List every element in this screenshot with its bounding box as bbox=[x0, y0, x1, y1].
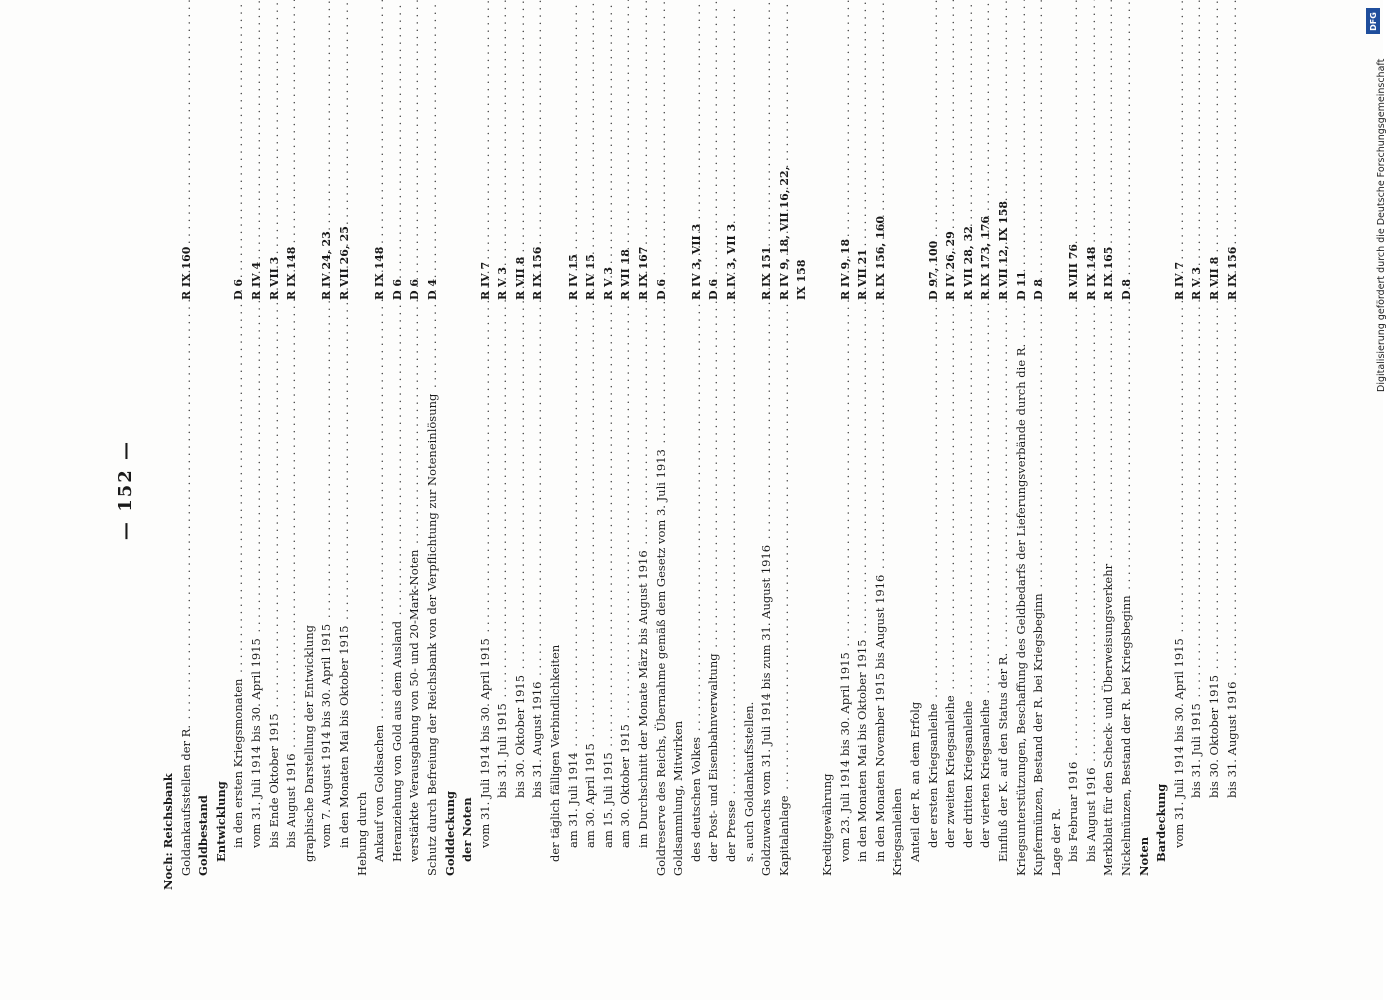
index-entry-label: des deutschen Volkes . . . bbox=[688, 282, 706, 890]
index-entry-label: verstärkte Verausgabung von 50- und 20-Mark-Noten . . . bbox=[406, 282, 424, 890]
index-entry-reference: D 11 bbox=[1014, 271, 1028, 300]
index-entry-label: Goldbestand bbox=[196, 795, 211, 876]
index-entry-label: graphische Darstellung der Entwicklung bbox=[301, 625, 316, 862]
index-entry-reference: R IX 151 bbox=[760, 246, 774, 300]
index-entry-label: bis 31. August 1916 . . . bbox=[529, 218, 547, 890]
index-entry-reference: R IX 165 bbox=[1102, 246, 1116, 300]
index-entry bbox=[995, 90, 1013, 890]
index-entry-reference: R VII 12, IX 158 bbox=[996, 200, 1010, 300]
index-entry-label: bis 31. Juli 1915 . . . bbox=[1188, 218, 1206, 890]
index-entry-label: Kupfermünzen, Bestand der R. bei Kriegsbeginn . . . bbox=[1030, 296, 1048, 890]
rotated-index-page bbox=[115, 90, 1250, 890]
index-entry-label: bis 30. Oktober 1915 . . . bbox=[512, 218, 530, 890]
index-entry bbox=[1065, 90, 1083, 890]
index-entry bbox=[406, 90, 424, 890]
index-entry bbox=[600, 90, 618, 890]
index-entry bbox=[459, 90, 477, 890]
index-entry bbox=[195, 90, 213, 890]
index-entry bbox=[793, 90, 811, 890]
index-entry bbox=[1136, 90, 1154, 890]
index-entry-label: vom 31. Juli 1914 bis 30. April 1915 . . . bbox=[1171, 268, 1189, 890]
index-entry bbox=[230, 90, 248, 890]
index-entry-reference: R IX 148 bbox=[285, 246, 299, 300]
index-entry bbox=[266, 90, 284, 890]
index-entry-label: s. auch Goldankaufsstellen. bbox=[741, 701, 756, 862]
index-entry-label: der täglich fälligen Verbindlichkeiten bbox=[548, 644, 563, 862]
index-entry-reference: R IX 148 bbox=[373, 246, 387, 300]
dfg-logo: DFG bbox=[1366, 8, 1380, 34]
index-entry-label: Noch: Reichsbank bbox=[161, 773, 175, 890]
index-entry-label: der Noten bbox=[460, 797, 475, 862]
index-entry-label: bis 30. Oktober 1915 . . . bbox=[1206, 218, 1224, 890]
index-entry bbox=[854, 90, 872, 890]
index-entry-label: Kreditgewährung bbox=[819, 773, 834, 876]
index-entry-label: Kriegsanleihen bbox=[890, 788, 905, 876]
index-entry bbox=[723, 90, 741, 890]
index-entry-label: in den Monaten November 1915 bis August 1916 . . . bbox=[872, 282, 890, 890]
index-entry bbox=[1083, 90, 1101, 890]
index-entry bbox=[653, 90, 671, 890]
index-entry bbox=[389, 90, 407, 890]
index-entry-label: bis August 1916 . . . bbox=[1083, 282, 1101, 890]
index-entry bbox=[977, 90, 995, 890]
index-entry-reference: R IX 167 bbox=[637, 246, 651, 300]
index-entry-label: Goldzuwachs vom 31. Juli 1914 bis zum 31. August 1916 . . . bbox=[758, 296, 776, 890]
index-entry-reference: R VII 18 bbox=[619, 249, 633, 300]
index-entry-label: in den Monaten Mai bis Oktober 1915 . . . bbox=[336, 268, 354, 890]
dfg-funding-notice: Digitalisierung gefördert durch die Deutsche Forschungsgemeinschaft bbox=[1376, 58, 1387, 392]
index-entry-reference: R VII 3 bbox=[267, 256, 281, 300]
index-entry-label: Schutz durch Befreiung der Reichsbank von der Verpflichtung zur Noteneinlösung . . . bbox=[424, 296, 442, 890]
index-entry-label: vom 7. August 1914 bis 30. April 1915 . . . bbox=[318, 268, 336, 890]
index-entry-label: der vierten Kriegsanleihe . . . bbox=[977, 268, 995, 890]
index-entry-label: Ankauf von Goldsachen . . . bbox=[371, 282, 389, 890]
index-entry-reference: D 6 bbox=[707, 278, 721, 300]
index-entry bbox=[301, 90, 319, 890]
index-entry bbox=[819, 90, 837, 890]
index-entry bbox=[1100, 90, 1118, 890]
index-entry-reference: D 6 bbox=[232, 278, 246, 300]
index-entry-label: bis 31. Juli 1915 . . . bbox=[494, 218, 512, 890]
index-entry bbox=[1224, 90, 1242, 890]
index-entry-label: bis Februar 1916 . . . bbox=[1065, 282, 1083, 890]
index-entry bbox=[547, 90, 565, 890]
index-entry-label: Golddeckung bbox=[442, 791, 457, 876]
index-entry bbox=[1206, 90, 1224, 890]
index-entry bbox=[1171, 90, 1189, 890]
index-entry-label: bis Ende Oktober 1915 . . . bbox=[266, 268, 284, 890]
index-entry-reference: D 97, 100 bbox=[926, 240, 940, 300]
index-entry bbox=[494, 90, 512, 890]
index-entry bbox=[336, 90, 354, 890]
index-entry-reference: R IV 26, 29 bbox=[944, 231, 958, 300]
index-entry-label: Anteil der R. an dem Erfolg bbox=[907, 701, 922, 862]
index-entry-reference: R IV 9, 18 bbox=[838, 238, 852, 300]
index-entry-reference: D 6 bbox=[654, 278, 668, 300]
index-entry-label: Kriegsunterstützungen, Beschaffung des Geldbedarfs der Lieferungsverbände durch die R. . . . bbox=[1013, 296, 1031, 890]
index-entry-reference: R IX 156, 160 bbox=[873, 215, 887, 300]
index-entry-label: Nickelmünzen, Bestand der R. bei Kriegsbeginn . . . bbox=[1118, 296, 1136, 890]
index-entry bbox=[705, 90, 723, 890]
index-entry-label: Einfluß der K. auf den Status der R. . . . bbox=[995, 282, 1013, 890]
index-entry bbox=[512, 90, 530, 890]
index-entry bbox=[741, 90, 759, 890]
index-entry-reference: R VIII 76 bbox=[1067, 243, 1081, 300]
index-entry-reference: R VII 21 bbox=[856, 249, 870, 300]
index-entry-reference: D 8 bbox=[1032, 278, 1046, 300]
index-entry-reference: R VII 26, 25 bbox=[337, 226, 351, 300]
index-entry-reference: D 4 bbox=[425, 278, 439, 300]
index-entry-reference: R IV 3, VII 3 bbox=[725, 223, 738, 300]
index-entry-label: Bardeckung bbox=[1154, 783, 1169, 862]
index-entry bbox=[960, 90, 978, 890]
index-entry bbox=[1013, 90, 1031, 890]
index-entry bbox=[635, 90, 653, 890]
index-entry bbox=[1153, 90, 1171, 890]
index-entry-label: bis August 1916 . . . bbox=[283, 268, 301, 890]
index-entry bbox=[565, 90, 583, 890]
index-entry-reference: D 8 bbox=[1120, 278, 1134, 300]
index-entry bbox=[1188, 90, 1206, 890]
index-entry bbox=[318, 90, 336, 890]
index-entry bbox=[178, 90, 196, 890]
index-entry bbox=[371, 90, 389, 890]
index-entry-label: am 30. April 1915 . . . bbox=[582, 268, 600, 890]
index-entry-reference: R V 3 bbox=[1190, 267, 1204, 300]
index-entry-reference: R IX 160 bbox=[179, 246, 193, 300]
index-entry-reference: R V 3 bbox=[601, 267, 615, 300]
index-entry bbox=[670, 90, 688, 890]
index-entry-reference: R IV 15 bbox=[584, 254, 598, 300]
index-entry bbox=[248, 90, 266, 890]
index-entries bbox=[160, 90, 1241, 890]
page-number: — 152 — bbox=[115, 439, 136, 541]
index-entry bbox=[582, 90, 600, 890]
index-entry bbox=[477, 90, 495, 890]
index-entry bbox=[837, 90, 855, 890]
index-entry-label: bis 31. August 1916 . . . bbox=[1224, 218, 1242, 890]
index-entry bbox=[942, 90, 960, 890]
index-entry-reference: R IV 15 bbox=[566, 254, 580, 300]
index-entry-reference: R IX 156 bbox=[531, 246, 545, 300]
index-entry bbox=[442, 90, 460, 890]
index-entry-label: Entwicklung bbox=[213, 781, 228, 862]
index-entry-label: in den ersten Kriegsmonaten . . . bbox=[230, 268, 248, 890]
index-entry-label: Merkblatt für den Scheck- und Überweisungsverkehr . . . bbox=[1100, 296, 1118, 890]
index-entry bbox=[213, 90, 231, 890]
index-entry-label: der dritten Kriegsanleihe . . . bbox=[960, 268, 978, 890]
index-entry bbox=[776, 90, 794, 890]
index-entry-label: vom 31. Juli 1914 bis 30. April 1915 . . . bbox=[248, 268, 266, 890]
index-entry-label: Noten bbox=[1136, 836, 1151, 876]
index-entry-label: im Durchschnitt der Monate März bis August 1916 . . . bbox=[635, 268, 653, 890]
index-entry-reference: R IV 4 bbox=[249, 261, 263, 300]
index-entry-label: Lage der R. bbox=[1048, 808, 1063, 876]
index-entry-label: der ersten Kriegsanleihe . . . bbox=[925, 268, 943, 890]
index-entry bbox=[160, 90, 178, 890]
index-entry bbox=[758, 90, 776, 890]
index-entry-label: am 15. Juli 1915 . . . bbox=[600, 268, 618, 890]
index-entry bbox=[1118, 90, 1136, 890]
index-entry-label: vom 31. Juli 1914 bis 30. April 1915 . . . bbox=[477, 268, 495, 890]
index-entry-label: am 30. Oktober 1915 . . . bbox=[617, 268, 635, 890]
index-entry-reference: R IV 9, 18, VII 16, 22, bbox=[777, 166, 791, 300]
index-entry-reference: R VII 28, 32 bbox=[961, 226, 975, 300]
index-entry bbox=[1030, 90, 1048, 890]
index-entry-label: in den Monaten Mai bis Oktober 1915 . . . bbox=[854, 282, 872, 890]
index-entry-label: der Presse . . . bbox=[723, 282, 741, 890]
index-entry bbox=[617, 90, 635, 890]
index-entry bbox=[688, 90, 706, 890]
index-entry bbox=[283, 90, 301, 890]
index-entry-reference: IX 158 bbox=[795, 259, 809, 300]
index-entry-label: Kapitalanlage . . . bbox=[776, 296, 794, 890]
index-entry bbox=[354, 90, 372, 890]
index-entry-reference: D 6 bbox=[408, 278, 422, 300]
index-entry-reference: R IV 3, VII 3 bbox=[689, 223, 703, 300]
index-entry bbox=[424, 90, 442, 890]
index-entry-label: der Post- und Eisenbahnverwaltung . . . bbox=[705, 282, 723, 890]
index-entry-label: Heranziehung von Gold aus dem Ausland . . . bbox=[389, 282, 407, 890]
index-entry-reference: R IX 156 bbox=[1225, 246, 1239, 300]
index-entry bbox=[529, 90, 547, 890]
index-entry-reference: R IV 7 bbox=[478, 261, 492, 300]
index-entry bbox=[925, 90, 943, 890]
index-entry-label: am 31. Juli 1914 . . . bbox=[565, 268, 583, 890]
index-entry bbox=[1048, 90, 1066, 890]
index-entry-reference: R IX 173, 176 bbox=[979, 215, 993, 300]
index-entry-reference: R VII 8 bbox=[1208, 256, 1222, 300]
index-entry-label bbox=[793, 296, 811, 890]
index-entry-label: Goldreserve des Reichs, Übernahme gemäß dem Gesetz vom 3. Juli 1913 . . . bbox=[653, 296, 671, 890]
index-entry-reference: R IV 7 bbox=[1172, 261, 1186, 300]
index-entry-reference: R VII 8 bbox=[513, 256, 527, 300]
index-entry-reference: R IX 148 bbox=[1084, 246, 1098, 300]
index-entry bbox=[889, 90, 907, 890]
index-entry bbox=[907, 90, 925, 890]
index-entry bbox=[872, 90, 890, 890]
index-entry-label: Goldsammlung, Mitwirken bbox=[671, 720, 686, 876]
index-entry-label: Hebung durch bbox=[354, 791, 369, 876]
index-entry-reference: D 6 bbox=[390, 278, 404, 300]
index-entry-label: der zweiten Kriegsanleihe . . . bbox=[942, 268, 960, 890]
index-entry-label: vom 23. Juli 1914 bis 30. April 1915 . . . bbox=[837, 282, 855, 890]
section-gap bbox=[811, 90, 819, 890]
index-entry-reference: R IV 24, 23 bbox=[320, 231, 334, 300]
index-entry-label: Goldankaufsstellen der R. . . . bbox=[178, 296, 196, 890]
index-entry-reference: R V 3 bbox=[496, 267, 510, 300]
